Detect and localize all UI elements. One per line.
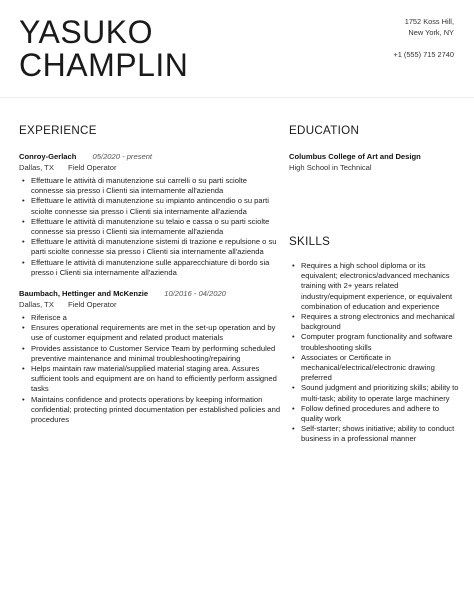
education-heading: EDUCATION: [289, 124, 360, 137]
job-bullet: • Effettuare le attività di manutenzione su telaio e cassa o su parti sciolte connesse sia presso i Clienti sia internamente all'azienda: [19, 217, 281, 237]
skill-item: • Self-starter; shows initiative; ability to conduct business in a professional manner: [289, 424, 461, 444]
job-entry: [19, 151, 281, 278]
job-location: Dallas, TX: [19, 300, 54, 310]
skill-item: • Follow defined procedures and adhere to quality work: [289, 404, 461, 424]
skill-item: • Computer program functionality and software troubleshooting skills: [289, 332, 461, 352]
education-degree: High School in Technical: [289, 163, 372, 172]
address-line-1: 1752 Koss Hill,: [404, 17, 454, 26]
skills-list: [289, 261, 461, 445]
education-section: [289, 151, 461, 173]
address-line-2: New York, NY: [408, 28, 454, 37]
job-title: Field Operator: [68, 300, 117, 310]
job-bullet: • Riferisce a: [19, 313, 281, 323]
phone-number: +1 (555) 715 2740: [393, 50, 454, 59]
job-bullet: • Helps maintain raw material/supplied material staging area. Assures sufficient tools and equipment are on hand to efficiently perform assigned tasks: [19, 364, 281, 395]
job-bullet: • Provides assistance to Customer Service Team by performing scheduled preventive maintenance and minimal troubleshooting/repairing: [19, 344, 281, 364]
contact-block: [254, 16, 454, 60]
skills-section: [289, 258, 461, 445]
education-school: Columbus College of Art and Design: [289, 152, 421, 161]
job-location: Dallas, TX: [19, 163, 54, 172]
job-bullet: • Maintains confidence and protects operations by keeping information confidential; protecting printed documentation per established policies and procedures: [19, 395, 281, 426]
job-company: Conroy-Gerlach: [19, 152, 77, 161]
skills-heading: SKILLS: [289, 235, 331, 248]
last-name: CHAMPLIN: [19, 47, 189, 83]
skill-item: • Requires a high school diploma or its equivalent; electronics/advanced mechanics training with 2+ years related industry/equipment experience, or equivalent combination of education and experience: [289, 261, 461, 312]
candidate-name: [19, 16, 188, 82]
job-bullet: • Effettuare le attività di manutenzione sui carrelli o su parti sciolte connesse sia presso i Clienti sia internamente all'azienda: [19, 176, 281, 196]
job-bullets: [19, 176, 281, 278]
job-bullet: • Ensures operational requirements are met in the set-up operation and by use of customer equipment and related product materials: [19, 323, 281, 343]
header-divider: [0, 97, 474, 98]
job-bullets: [19, 313, 281, 425]
job-company: Baumbach, Hettinger and McKenzie: [19, 289, 149, 299]
job-header: [19, 151, 281, 162]
first-name: YASUKO: [19, 14, 153, 50]
skill-item: • Sound judgment and prioritizing skills; ability to multi-task; ability to operate large machinery: [289, 383, 461, 403]
job-subheader: [19, 162, 281, 173]
job-bullet: • Effettuare le attività di manutenzione sistemi di trazione e repulsione o su parti sciolte connesse sia presso i Clienti sia internamente all'azienda: [19, 237, 281, 257]
job-header: [19, 288, 281, 299]
job-dates: 05/2020 - present: [92, 152, 153, 161]
job-bullet: • Effettuare le attività di manutenzione sulle apparecchiature di bordo sia presso i Clienti sia internamente all'azienda: [19, 258, 281, 278]
job-bullet: • Effettuare le attività di manutenzione su impianto antincendio o su parti sciolte connesse sia presso i Clienti sia internamente all'azienda: [19, 196, 281, 216]
experience-heading: EXPERIENCE: [19, 124, 97, 137]
job-title: Field Operator: [68, 163, 117, 172]
skill-item: • Associates or Certificate in mechanical/electrical/electronic drawing preferred: [289, 353, 461, 384]
job-subheader: [19, 299, 281, 310]
experience-section: [19, 151, 281, 425]
skill-item: • Requires a strong electronics and mechanical background: [289, 312, 461, 332]
job-dates: 10/2016 - 04/2020: [164, 289, 226, 299]
job-entry: [19, 288, 281, 425]
